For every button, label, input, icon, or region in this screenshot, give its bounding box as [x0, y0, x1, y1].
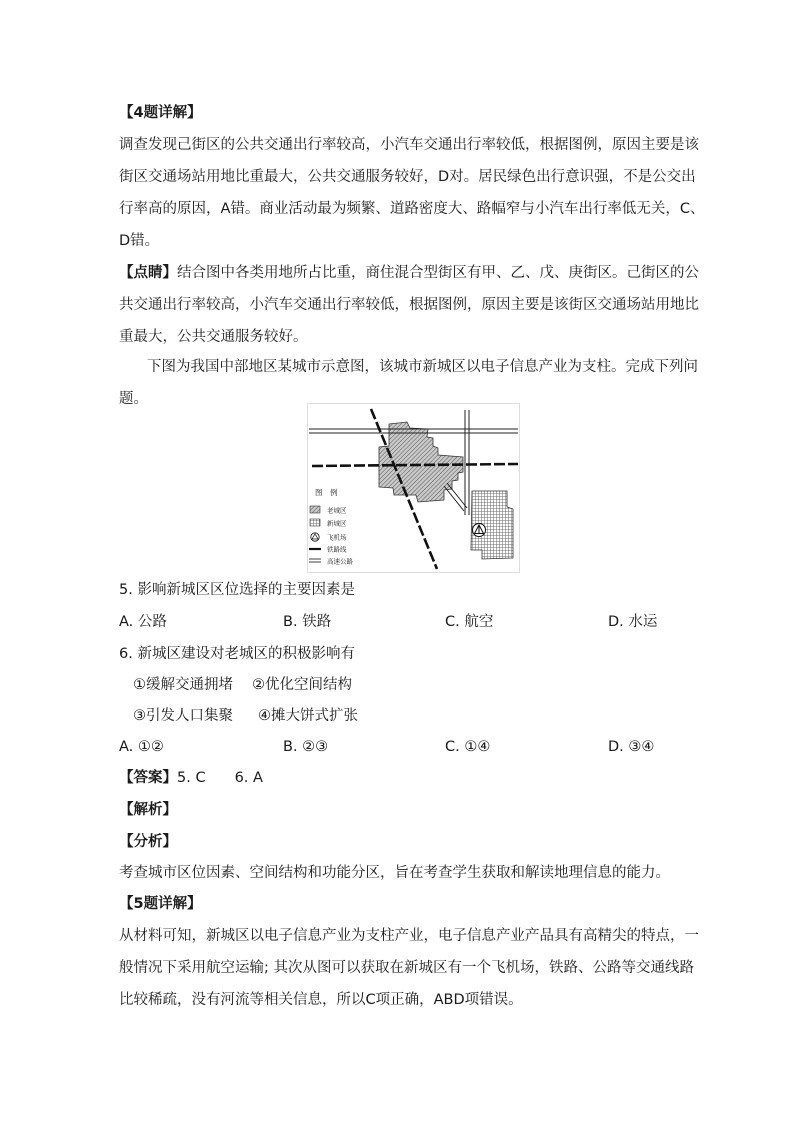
legend-highway: 高速公路 [327, 557, 353, 566]
q6-stem: 6. 新城区建设对老城区的积极影响有 [119, 646, 355, 662]
q4-line-1: 调查发现己街区的公共交通出行率较高，小汽车交通出行率较低，根据图例，原因主要是该 [119, 137, 699, 153]
airport-icon [473, 524, 486, 537]
q5-stem: 5. 影响新城区区位选择的主要因素是 [119, 582, 355, 598]
q6-item-4: ④摊大饼式扩张 [258, 708, 358, 724]
answer-line [119, 768, 263, 788]
legend-new-city: 新城区 [327, 519, 347, 528]
q5-explanation-header: 【5题详解】 [119, 896, 202, 912]
dianjing-line-1 [119, 263, 699, 283]
jiexi-header: 【解析】 [119, 802, 177, 818]
answer-text: 5. C 6. A [177, 770, 263, 786]
dianjing-line-3: 重最大，公共交通服务较好。 [119, 329, 308, 345]
legend-new-city-icon [310, 519, 320, 526]
q6-option-c: C. ①④ [445, 739, 491, 755]
q5-option-d: D. 水运 [608, 614, 658, 630]
intro-line-2: 题。 [119, 391, 148, 407]
city-map-figure [307, 403, 520, 573]
dianjing-text-1: 结合图中各类用地所占比重，商住混合型街区有甲、乙、戊、庚街区。己街区的公 [177, 265, 699, 281]
q5-explanation-line-3: 比较稀疏，没有河流等相关信息，所以C项正确，ABD项错误。 [119, 992, 523, 1008]
q5-explanation-line-2: 般情况下采用航空运输; 其次从图可以获取在新城区有一个飞机场，铁路、公路等交通线路 [119, 960, 694, 976]
q5-explanation-line-1: 从材料可知，新城区以电子信息产业为支柱产业，电子信息产业产品具有高精尖的特点，一 [119, 928, 699, 944]
q4-line-3: 行率高的原因，A错。商业活动最为频繁、道路密度大、路幅窄与小汽车出行率低无关，C、 [119, 201, 705, 217]
dianjing-line-2: 共交通出行率较高，小汽车交通出行率较低，根据图例，原因主要是该街区交通场站用地比 [119, 297, 699, 313]
q6-item-3: ③引发人口集聚 [133, 708, 233, 724]
q6-option-d: D. ③④ [608, 739, 655, 755]
q4-line-2: 街区交通场站用地比重最大，公共交通服务较好，D对。居民绿色出行意识强，不是公交出 [119, 169, 696, 185]
q5-option-c: C. 航空 [445, 614, 494, 630]
legend-old-city: 老城区 [327, 506, 347, 515]
q5-option-a: A. 公路 [119, 614, 167, 630]
intro-line-1: 下图为我国中部地区某城市示意图，该城市新城区以电子信息产业为支柱。完成下列问 [147, 359, 698, 375]
q6-item-2: ②优化空间结构 [252, 677, 352, 693]
legend-airport: 飞机场 [327, 533, 347, 542]
q5-option-b: B. 铁路 [283, 614, 332, 630]
dianjing-label: 【点睛】 [119, 265, 177, 281]
legend-old-city-icon [310, 506, 320, 513]
legend-railway: 铁路线 [327, 545, 347, 554]
q6-item-1: ①缓解交通拥堵 [133, 677, 233, 693]
legend-title: 图 例 [315, 488, 338, 497]
answer-label: 【答案】 [119, 770, 177, 786]
q4-explanation-header: 【4题详解】 [119, 105, 202, 121]
legend-airport-icon [311, 533, 319, 541]
q4-line-4: D错。 [119, 233, 160, 249]
fenxi-header: 【分析】 [119, 834, 177, 850]
fenxi-text: 考查城市区位因素、空间结构和功能分区，旨在考查学生获取和解读地理信息的能力。 [119, 865, 670, 881]
q6-option-b: B. ②③ [283, 739, 329, 755]
q6-option-a: A. ①② [119, 739, 164, 755]
